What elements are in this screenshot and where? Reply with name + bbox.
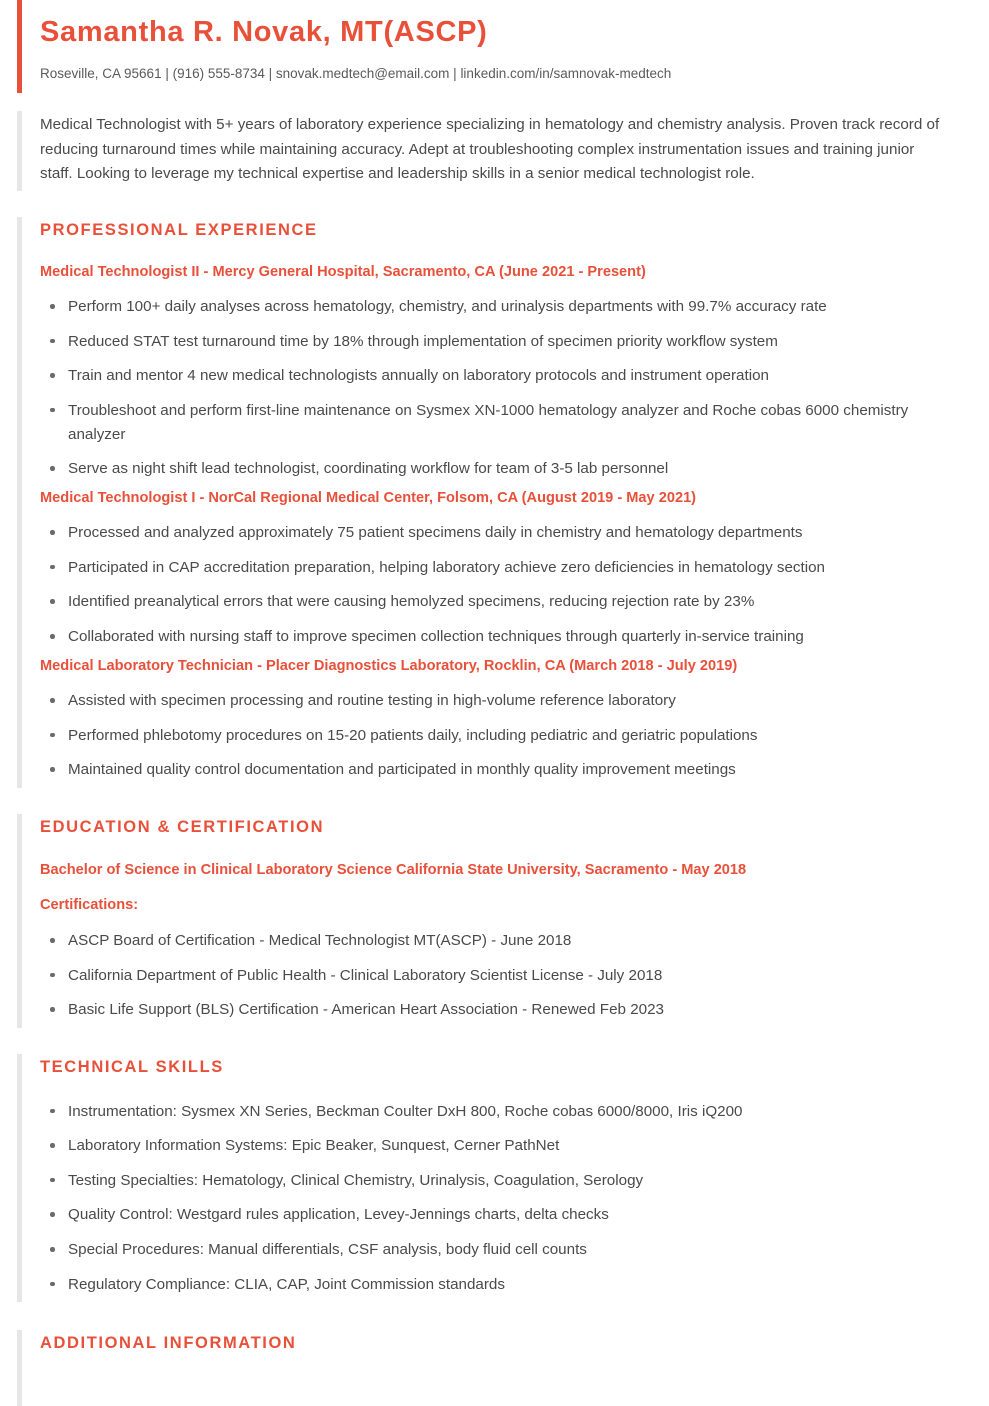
list-item: Basic Life Support (BLS) Certification - American Heart Association - Renewed Feb 2023 — [40, 998, 949, 1022]
certification-list — [40, 929, 949, 1022]
list-item: Troubleshoot and perform first-line maintenance on Sysmex XN-1000 hematology analyzer and Roche cobas 6000 chemistry analyzer — [40, 399, 949, 446]
list-item: Train and mentor 4 new medical technologists annually on laboratory protocols and instrument operation — [40, 364, 949, 388]
summary-text: Medical Technologist with 5+ years of laboratory experience specializing in hematology and chemistry analysis. Proven track record of reducing turnaround times while maintaining accuracy. Adept at troubleshooting complex instrumentation issues and training junior staff. Looking to leverage my technical expertise and leadership skills in a senior medical technologist role. — [40, 115, 940, 183]
list-item: Processed and analyzed approximately 75 patient specimens daily in chemistry and hematology departments — [40, 521, 949, 545]
section-heading-skills: TECHNICAL SKILLS — [40, 1058, 224, 1076]
list-item: Regulatory Compliance: CLIA, CAP, Joint Commission standards — [40, 1273, 949, 1297]
section-heading-additional: ADDITIONAL INFORMATION — [40, 1334, 297, 1353]
job-heading: Medical Technologist II - Mercy General Hospital, Sacramento, CA (June 2021 - Present) — [40, 263, 646, 280]
job-heading: Medical Laboratory Technician - Placer Diagnostics Laboratory, Rocklin, CA (March 2018 - July 2019) — [40, 657, 738, 674]
list-item: Maintained quality control documentation and participated in monthly quality improvement meetings — [40, 758, 949, 782]
job-heading: Medical Technologist I - NorCal Regional Medical Center, Folsom, CA (August 2019 - May 2021) — [40, 489, 697, 506]
additional-information-section — [17, 1330, 949, 1406]
resume-header — [17, 0, 949, 93]
job-bullets — [40, 521, 949, 648]
list-item: Laboratory Information Systems: Epic Beaker, Sunquest, Cerner PathNet — [40, 1134, 949, 1158]
job-entry — [40, 489, 949, 649]
list-item: Identified preanalytical errors that were causing hemolyzed specimens, reducing rejection rate by 23% — [40, 590, 949, 614]
list-item: Assisted with specimen processing and routine testing in high-volume reference laboratory — [40, 689, 949, 713]
list-item: Serve as night shift lead technologist, coordinating workflow for team of 3-5 lab personnel — [40, 457, 949, 481]
list-item: Participated in CAP accreditation preparation, helping laboratory achieve zero deficiencies in hematology section — [40, 556, 949, 580]
list-item: Perform 100+ daily analyses across hematology, chemistry, and urinalysis departments with 99.7% accuracy rate — [40, 295, 949, 319]
list-item: ASCP Board of Certification - Medical Technologist MT(ASCP) - June 2018 — [40, 929, 949, 953]
list-item: Testing Specialties: Hematology, Clinical Chemistry, Urinalysis, Coagulation, Serology — [40, 1169, 949, 1193]
list-item: Quality Control: Westgard rules application, Levey-Jennings charts, delta checks — [40, 1203, 949, 1227]
job-bullets — [40, 689, 949, 782]
section-heading-experience: PROFESSIONAL EXPERIENCE — [40, 220, 318, 239]
list-item: Collaborated with nursing staff to improve specimen collection techniques through quarterly in-service training — [40, 625, 949, 649]
degree-line: Bachelor of Science in Clinical Laboratory Science California State University, Sacramento - May 2018 — [40, 861, 747, 878]
job-entry — [40, 263, 949, 481]
contact-line: Roseville, CA 95661 | (916) 555-8734 | snovak.medtech@email.com | linkedin.com/in/samnovak-medtech — [40, 66, 672, 82]
summary-section — [17, 111, 949, 191]
page-title: Samantha R. Novak, MT(ASCP) — [40, 16, 488, 48]
list-item: Reduced STAT test turnaround time by 18% through implementation of specimen priority workflow system — [40, 330, 949, 354]
experience-section — [17, 217, 949, 788]
list-item: Performed phlebotomy procedures on 15-20 patients daily, including pediatric and geriatric populations — [40, 724, 949, 748]
skills-list — [40, 1100, 949, 1296]
list-item: California Department of Public Health - Clinical Laboratory Scientist License - July 2018 — [40, 964, 949, 988]
list-item: Instrumentation: Sysmex XN Series, Beckman Coulter DxH 800, Roche cobas 6000/8000, Iris iQ200 — [40, 1100, 949, 1124]
list-item: Special Procedures: Manual differentials, CSF analysis, body fluid cell counts — [40, 1238, 949, 1262]
section-heading-education: EDUCATION & CERTIFICATION — [40, 817, 325, 836]
education-section — [17, 814, 949, 1028]
job-bullets — [40, 295, 949, 480]
certifications-label: Certifications: — [40, 896, 139, 913]
skills-section — [17, 1054, 949, 1302]
job-entry — [40, 657, 949, 782]
